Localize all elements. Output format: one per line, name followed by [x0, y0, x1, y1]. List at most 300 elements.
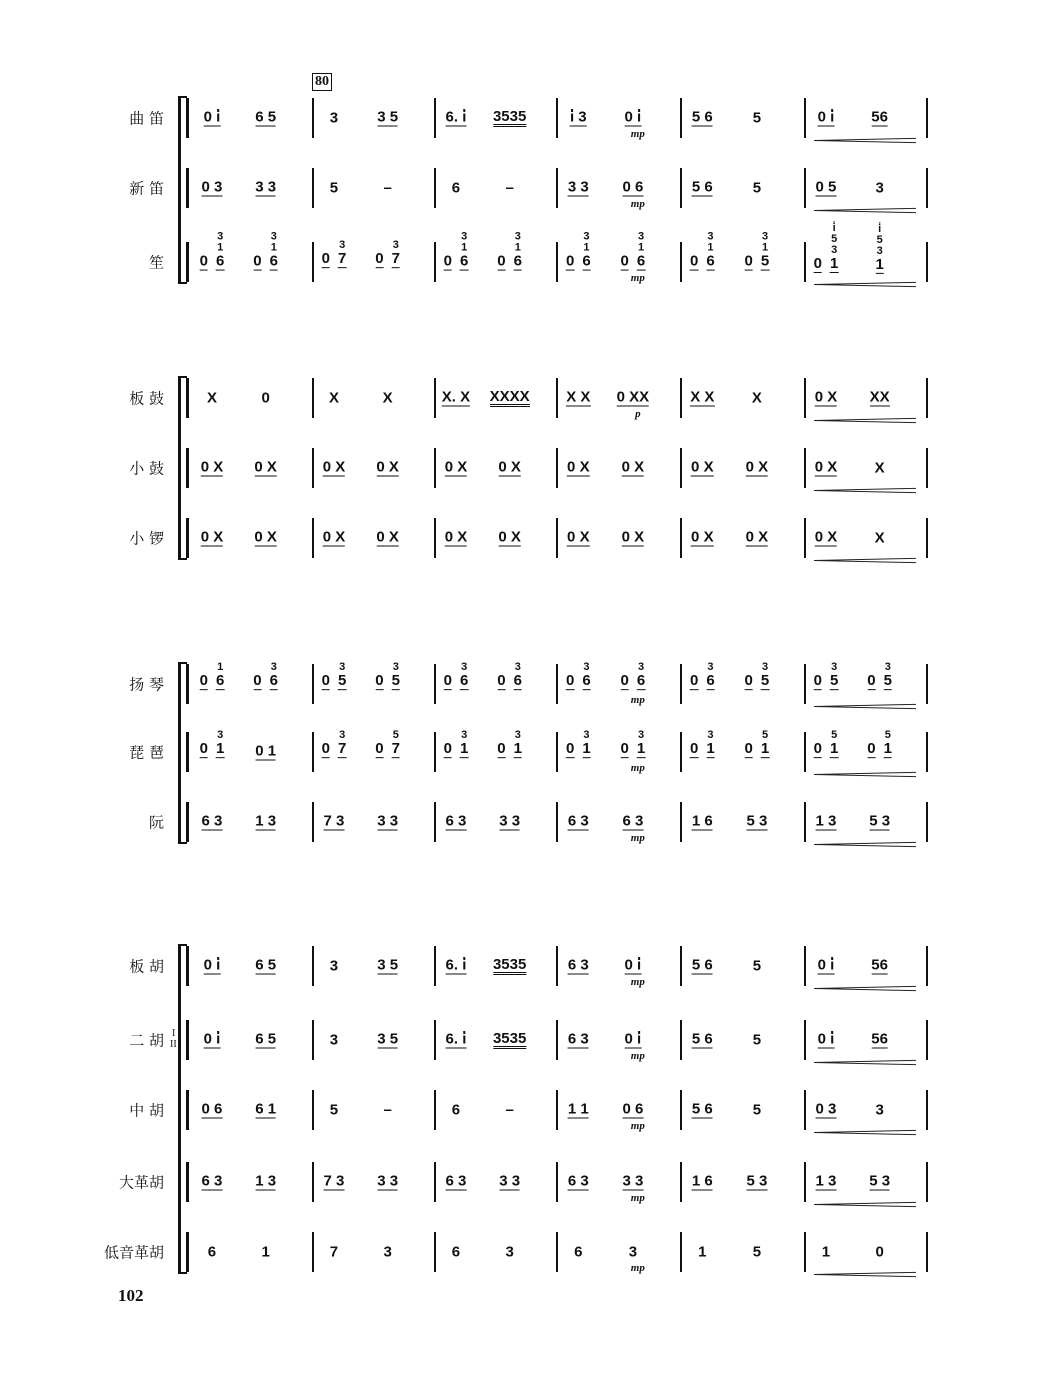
dynamic-marking: mp	[630, 832, 645, 844]
note-group: 0 3 6	[253, 661, 278, 690]
note-group: 6 3	[445, 812, 467, 830]
instrument-label: 小 锣	[129, 529, 164, 548]
note-group: 0 X	[200, 528, 224, 546]
note-group: 5	[752, 1101, 762, 1119]
barline	[680, 664, 682, 704]
note-group: 6 3	[567, 1030, 589, 1048]
note-group: 6. i̇	[445, 108, 467, 126]
instrument-label: 笙	[148, 253, 164, 272]
crescendo-hairpin	[814, 1132, 916, 1135]
note-group: 5	[752, 109, 762, 127]
note-group: 6 3	[201, 1172, 223, 1190]
note-group: 6	[451, 179, 461, 197]
note-group: 3	[329, 109, 339, 127]
system-start-barline	[186, 1020, 189, 1060]
barline	[926, 1162, 928, 1202]
note-group: 3	[505, 1243, 514, 1261]
barline	[680, 1090, 682, 1130]
barline	[434, 518, 436, 558]
note-group: 0 3 1 6	[565, 230, 591, 270]
note-group: –	[505, 1101, 514, 1119]
note-group: –	[383, 179, 392, 197]
instrument-label: 阮	[148, 813, 164, 832]
system-start-barline	[186, 732, 189, 772]
note-group: 3535	[492, 108, 527, 125]
note-group: 0 X	[254, 528, 277, 546]
barline	[556, 732, 558, 772]
barline	[556, 378, 558, 418]
barline	[556, 664, 558, 704]
crescendo-hairpin	[814, 988, 916, 991]
note-group: 1 6	[691, 1172, 713, 1190]
barline	[556, 1162, 558, 1202]
note-group: 0 X	[322, 458, 346, 476]
system-bracket	[178, 376, 181, 560]
barline	[804, 98, 806, 138]
barline	[680, 518, 682, 558]
instrument-label: 大革胡	[118, 1173, 164, 1192]
barline	[434, 1020, 436, 1060]
note-group: 6 5	[255, 1030, 277, 1048]
note-group: 6. i̇	[445, 1030, 467, 1048]
barline	[926, 1020, 928, 1060]
note-group: 0 X	[621, 528, 645, 546]
note-group: 3 3	[255, 178, 277, 196]
note-group: 0 3 1	[620, 729, 646, 758]
note-group: 5 3	[869, 1172, 891, 1190]
note-group: 1 3	[815, 812, 837, 830]
barline	[804, 802, 806, 842]
note-group: 0 3 5	[744, 661, 770, 690]
note-group: 6	[207, 1243, 217, 1261]
note-group: 0 X	[498, 458, 521, 476]
dynamic-marking: mp	[630, 272, 645, 284]
note-group: 5 6	[691, 108, 713, 126]
note-group: 0 3 1 6	[620, 230, 646, 270]
bracket-cap	[178, 558, 187, 560]
instrument-label: 二 胡	[129, 1031, 164, 1050]
barline	[312, 378, 314, 418]
barline	[556, 946, 558, 986]
crescendo-hairpin	[814, 560, 916, 563]
system-start-barline	[186, 1090, 189, 1130]
note-group: 0 3 6	[497, 661, 522, 690]
system-start-barline	[186, 242, 189, 282]
note-group: 0 i̇	[203, 1030, 221, 1048]
note-group: 0 6	[622, 1100, 644, 1118]
note-group: 0 3 1	[497, 729, 522, 758]
note-group: 0	[261, 389, 270, 407]
note-group: 3	[329, 957, 339, 975]
note-group: 0 X	[691, 528, 714, 546]
barline	[556, 242, 558, 282]
note-group: 0 3	[201, 178, 223, 196]
note-group: 3	[875, 179, 884, 197]
barline	[804, 378, 806, 418]
note-group: 0 X	[814, 388, 838, 406]
barline	[434, 378, 436, 418]
note-group: 0 3 5	[321, 661, 347, 690]
instrument-label: 板 鼓	[129, 389, 164, 408]
note-group: 0 X	[254, 458, 277, 476]
barline	[926, 378, 928, 418]
bracket-cap	[178, 282, 187, 284]
system-start-barline	[186, 518, 189, 558]
note-group: 7 3	[323, 1172, 345, 1190]
dynamic-marking: mp	[630, 198, 645, 210]
dynamic-marking: mp	[630, 128, 645, 140]
note-group: 0 X	[745, 528, 769, 546]
note-group: 0 X	[567, 528, 590, 546]
note-group: 0 X	[376, 528, 399, 546]
barline	[680, 802, 682, 842]
barline	[312, 242, 314, 282]
note-group: 0 3 5	[813, 661, 839, 690]
note-group: 56	[871, 956, 888, 974]
note-group: 5	[752, 1031, 762, 1049]
note-group: 0	[875, 1243, 884, 1261]
note-group: 5	[752, 957, 762, 975]
note-group: 6 3	[201, 812, 223, 830]
note-group: 3535	[492, 956, 527, 973]
crescendo-hairpin	[814, 1204, 916, 1207]
barline	[926, 732, 928, 772]
note-group: 56	[871, 1030, 888, 1048]
dynamic-marking: mp	[630, 1050, 645, 1062]
note-group: XX	[869, 388, 890, 406]
note-group: 0 1	[255, 742, 277, 760]
note-group: 3 3	[499, 812, 521, 830]
crescendo-hairpin	[814, 140, 916, 143]
barline	[434, 802, 436, 842]
note-group: X X	[690, 388, 715, 406]
rehearsal-mark: 80	[312, 73, 332, 91]
note-group: 0 3 7	[321, 729, 347, 758]
note-group: 0 3 1 5	[744, 230, 770, 270]
note-group: 0 XX	[616, 388, 650, 406]
note-group: 0 3 1 6	[443, 230, 469, 270]
note-group: 3 3	[377, 1172, 399, 1190]
note-group: i̇ 5 3 1	[875, 222, 884, 273]
note-group: 7 3	[323, 812, 345, 830]
barline	[312, 802, 314, 842]
instrument-label: 新 笛	[129, 179, 164, 198]
note-group: X	[874, 459, 885, 477]
note-group: 0 6	[201, 1100, 223, 1118]
barline	[804, 732, 806, 772]
note-group: 5 6	[691, 1030, 713, 1048]
dynamic-marking: mp	[630, 694, 645, 706]
part-number-i: I	[172, 1028, 176, 1039]
barline	[556, 1020, 558, 1060]
note-group: 3 3	[377, 812, 399, 830]
barline	[680, 98, 682, 138]
note-group: 0 3	[815, 1100, 837, 1118]
note-group: 6 5	[255, 956, 277, 974]
note-group: 0 5 1	[813, 729, 839, 758]
barline	[680, 168, 682, 208]
barline	[434, 1162, 436, 1202]
barline	[680, 1020, 682, 1060]
barline	[434, 664, 436, 704]
system-start-barline	[186, 664, 189, 704]
note-group: 1 3	[255, 1172, 277, 1190]
barline	[804, 1090, 806, 1130]
barline	[804, 946, 806, 986]
note-group: 0 3 6	[565, 661, 591, 690]
barline	[804, 1020, 806, 1060]
note-group: 5	[752, 1243, 762, 1261]
barline	[680, 378, 682, 418]
crescendo-hairpin	[814, 774, 916, 777]
note-group: 0 3 1 6	[689, 230, 715, 270]
barline	[312, 1232, 314, 1272]
barline	[556, 1232, 558, 1272]
barline	[804, 518, 806, 558]
barline	[926, 802, 928, 842]
note-group: 6 3	[445, 1172, 467, 1190]
note-group: 6 3	[622, 812, 644, 830]
note-group: 3	[383, 1243, 392, 1261]
bracket-cap	[178, 1272, 187, 1274]
crescendo-hairpin	[814, 210, 916, 213]
note-group: 0 5 1	[744, 729, 770, 758]
instrument-label: 低音革胡	[104, 1243, 165, 1262]
barline	[680, 946, 682, 986]
bracket-cap	[178, 842, 187, 844]
note-group: 6	[451, 1243, 461, 1261]
note-group: 0 X	[691, 458, 714, 476]
note-group: 0 3 5	[375, 661, 400, 690]
dynamic-marking: mp	[630, 1262, 645, 1274]
crescendo-hairpin	[814, 1274, 916, 1277]
barline	[434, 448, 436, 488]
barline	[434, 98, 436, 138]
system-start-barline	[186, 98, 189, 138]
note-group: 0 5 7	[375, 729, 400, 758]
barline	[680, 242, 682, 282]
note-group: 5 3	[746, 812, 768, 830]
barline	[926, 946, 928, 986]
note-group: 0 X	[200, 458, 224, 476]
note-group: 0 3 5	[867, 661, 892, 690]
note-group: 3	[628, 1243, 638, 1261]
note-group: 0 X	[322, 528, 346, 546]
note-group: 6	[574, 1243, 583, 1261]
note-group: 0 i̇	[624, 108, 642, 126]
note-group: 0 6	[622, 178, 644, 196]
system-start-barline	[186, 946, 189, 986]
crescendo-hairpin	[814, 844, 916, 847]
note-group: 0 5 1	[867, 729, 892, 758]
note-group: XXXX	[489, 388, 530, 405]
barline	[926, 448, 928, 488]
barline	[434, 1090, 436, 1130]
note-group: 5	[329, 1101, 339, 1119]
note-group: 3 3	[622, 1172, 644, 1190]
note-group: 5 3	[746, 1172, 768, 1190]
note-group: 6 3	[567, 812, 589, 830]
note-group: 0 i̇	[624, 956, 642, 974]
dynamic-marking: mp	[630, 976, 645, 988]
note-group: 0 X	[745, 458, 769, 476]
note-group: 3 5	[377, 108, 399, 126]
note-group: X. X	[441, 388, 471, 406]
note-group: 0 X	[498, 528, 521, 546]
barline	[926, 518, 928, 558]
system-start-barline	[186, 168, 189, 208]
note-group: X X	[566, 388, 591, 406]
system-start-barline	[186, 802, 189, 842]
barline	[804, 1232, 806, 1272]
barline	[926, 168, 928, 208]
dynamic-marking: p	[635, 408, 641, 420]
note-group: 6	[451, 1101, 461, 1119]
dynamic-marking: mp	[630, 1192, 645, 1204]
note-group: –	[505, 179, 514, 197]
barline	[926, 1232, 928, 1272]
note-group: 0 i̇	[817, 108, 835, 126]
barline	[680, 1162, 682, 1202]
note-group: 1	[698, 1243, 707, 1261]
barline	[312, 946, 314, 986]
note-group: 1 3	[815, 1172, 837, 1190]
crescendo-hairpin	[814, 490, 916, 493]
page-number: 102	[118, 1286, 144, 1305]
note-group: 1 3	[255, 812, 277, 830]
note-group: 1	[261, 1243, 270, 1261]
note-group: 3	[329, 1031, 339, 1049]
system-start-barline	[186, 378, 189, 418]
note-group: i̇ 3	[569, 108, 587, 126]
barline	[312, 664, 314, 704]
note-group: 0 3 1	[199, 729, 225, 758]
barline	[434, 732, 436, 772]
barline	[312, 98, 314, 138]
barline	[556, 518, 558, 558]
note-group: 0 3 6	[443, 661, 469, 690]
instrument-label: 曲 笛	[129, 109, 164, 128]
barline	[312, 1090, 314, 1130]
note-group: 0 X	[814, 528, 838, 546]
barline	[556, 802, 558, 842]
barline	[312, 1020, 314, 1060]
instrument-label: 扬 琴	[129, 675, 164, 694]
system-bracket	[178, 662, 181, 844]
system-start-barline	[186, 1232, 189, 1272]
note-group: 6. i̇	[445, 956, 467, 974]
note-group: 56	[871, 108, 888, 126]
note-group: 1 6	[691, 812, 713, 830]
note-group: X	[382, 389, 393, 407]
instrument-label: 板 胡	[129, 957, 164, 976]
crescendo-hairpin	[814, 706, 916, 709]
barline	[804, 168, 806, 208]
note-group: 3 3	[567, 178, 589, 196]
note-group: 0 5	[815, 178, 837, 196]
note-group: 5 6	[691, 178, 713, 196]
barline	[804, 1162, 806, 1202]
crescendo-hairpin	[814, 284, 916, 287]
note-group: 5 6	[691, 956, 713, 974]
note-group: 0 3 7	[375, 239, 400, 268]
note-group: 0 3 1	[565, 729, 591, 758]
dynamic-marking: mp	[630, 1120, 645, 1132]
barline	[434, 946, 436, 986]
note-group: 0 X	[621, 458, 645, 476]
instrument-label: 小 鼓	[129, 459, 164, 478]
barline	[680, 1232, 682, 1272]
barline	[556, 98, 558, 138]
note-group: 0 X	[444, 528, 468, 546]
crescendo-hairpin	[814, 1062, 916, 1065]
note-group: 0 3 1 6	[253, 230, 278, 270]
part-number-ii: II	[170, 1039, 177, 1050]
note-group: 0 X	[444, 458, 468, 476]
barline	[556, 448, 558, 488]
barline	[804, 448, 806, 488]
note-group: 6 3	[567, 1172, 589, 1190]
barline	[556, 168, 558, 208]
note-group: –	[383, 1101, 392, 1119]
barline	[434, 168, 436, 208]
barline	[312, 1162, 314, 1202]
note-group: 0 3 1	[443, 729, 469, 758]
note-group: 0 X	[376, 458, 399, 476]
note-group: 0 i̇	[203, 108, 221, 126]
dynamic-marking: mp	[630, 762, 645, 774]
note-group: 7	[329, 1243, 339, 1261]
note-group: 6 5	[255, 108, 277, 126]
note-group: X	[751, 389, 762, 407]
note-group: X	[874, 529, 885, 547]
instrument-label: 中 胡	[129, 1101, 164, 1120]
system-start-barline	[186, 1162, 189, 1202]
note-group: 3 3	[499, 1172, 521, 1190]
note-group: 6 3	[567, 956, 589, 974]
note-group: 0 3 7	[321, 239, 347, 268]
note-group: 3 5	[377, 1030, 399, 1048]
note-group: 5 3	[869, 812, 891, 830]
note-group: 0 i̇	[817, 956, 835, 974]
barline	[680, 732, 682, 772]
note-group: 5	[329, 179, 339, 197]
barline	[804, 664, 806, 704]
barline	[804, 242, 806, 282]
note-group: 6 1	[255, 1100, 277, 1118]
system-bracket	[178, 96, 181, 284]
note-group: 3	[875, 1101, 884, 1119]
note-group: 0 X	[814, 458, 838, 476]
barline	[926, 664, 928, 704]
barline	[434, 242, 436, 282]
barline	[312, 518, 314, 558]
note-group: 0 1 6	[199, 661, 225, 690]
barline	[312, 168, 314, 208]
barline	[926, 1090, 928, 1130]
note-group: 0 i̇	[624, 1030, 642, 1048]
barline	[926, 98, 928, 138]
system-start-barline	[186, 448, 189, 488]
note-group: 0 3 1	[689, 729, 715, 758]
system-bracket	[178, 944, 181, 1274]
barline	[312, 732, 314, 772]
note-group: 1	[821, 1243, 831, 1261]
note-group: 5	[752, 179, 762, 197]
note-group: X	[328, 389, 339, 407]
note-group: 0 i̇	[203, 956, 221, 974]
barline	[556, 1090, 558, 1130]
